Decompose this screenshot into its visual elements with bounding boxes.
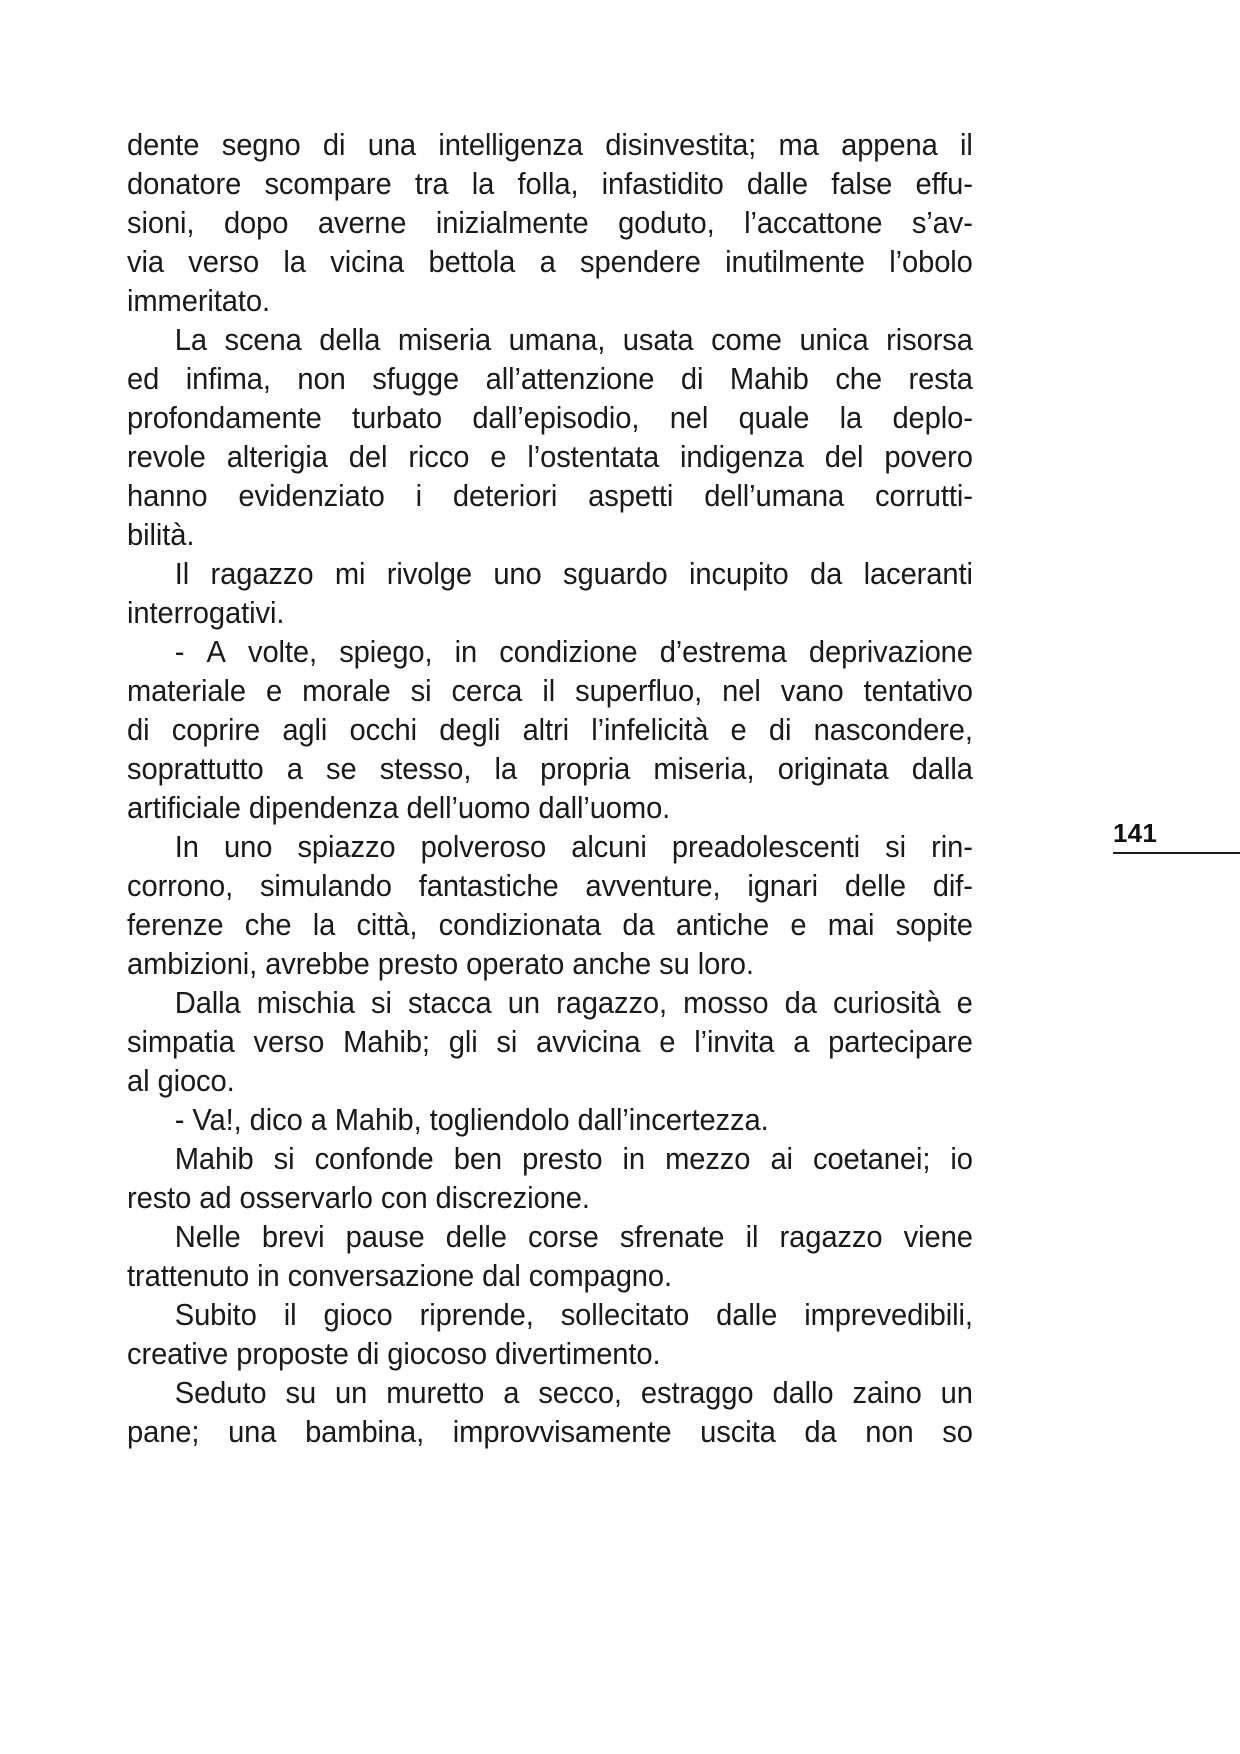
word: simulando <box>259 869 392 903</box>
paragraph <box>127 633 973 828</box>
paragraph <box>127 1101 973 1140</box>
word: tentativo <box>863 674 973 708</box>
word: da <box>622 908 655 942</box>
word: un <box>507 986 540 1020</box>
word: tra <box>414 167 449 201</box>
word: uscita <box>700 1415 776 1449</box>
word: della <box>319 323 381 357</box>
word: del <box>348 440 388 474</box>
word: polveroso <box>420 830 547 864</box>
word: so <box>942 1415 973 1449</box>
word: scompare <box>264 167 392 201</box>
text-line <box>127 1374 973 1413</box>
word: segno <box>221 128 301 162</box>
word: nel <box>669 401 709 435</box>
word: di <box>127 713 150 747</box>
word: incupito <box>689 557 789 591</box>
word: se <box>326 752 357 786</box>
word: in <box>622 1142 646 1176</box>
word: sguardo <box>563 557 668 591</box>
word: stacca <box>407 986 492 1020</box>
word: coetanei; <box>812 1142 931 1176</box>
word: deprivazione <box>808 635 973 669</box>
word: dif- <box>932 869 973 903</box>
word: originata <box>777 752 889 786</box>
word: hanno <box>127 479 208 513</box>
word: curiosità <box>832 986 941 1020</box>
paragraph <box>127 1218 973 1296</box>
word: Dalla <box>174 986 241 1020</box>
word: e <box>730 713 747 747</box>
word: folla, <box>517 167 579 201</box>
word: l’infelicità <box>591 713 709 747</box>
word: A <box>206 635 226 669</box>
text-line <box>127 828 973 867</box>
word: da <box>784 986 817 1020</box>
word: La <box>174 323 207 357</box>
word: usata <box>622 323 694 357</box>
word: nascondere, <box>813 713 973 747</box>
word: donatore <box>127 167 242 201</box>
text-line: - Va!, dico a Mahib, togliendolo dall’incertezza. <box>174 1103 769 1137</box>
word: unica <box>799 323 869 357</box>
word: estraggo <box>640 1376 754 1410</box>
word: evidenziato <box>238 479 385 513</box>
word: sollecitato <box>560 1298 690 1332</box>
word: sfrenate <box>619 1220 725 1254</box>
word: l’ostentata <box>527 440 660 474</box>
word: pane; <box>127 1415 200 1449</box>
word: corse <box>527 1220 599 1254</box>
word: verso <box>188 245 260 279</box>
word: e <box>265 674 283 708</box>
word: ragazzo, <box>556 986 668 1020</box>
word: cerca <box>451 674 523 708</box>
word: e <box>956 986 973 1020</box>
word: un <box>335 1376 368 1410</box>
word: la <box>283 245 306 279</box>
word: imprevedibili, <box>804 1298 973 1332</box>
word: delle <box>445 1220 507 1254</box>
word: confonde <box>314 1142 434 1176</box>
word: mischia <box>256 986 355 1020</box>
word: dalle <box>716 1298 778 1332</box>
word: e <box>490 440 507 474</box>
word: umana, <box>508 323 606 357</box>
text-line <box>127 360 973 399</box>
text-line <box>127 984 973 1023</box>
word: corrutti- <box>875 479 973 513</box>
word: una <box>367 128 417 162</box>
text-line: al gioco. <box>127 1064 235 1098</box>
word: una <box>228 1415 277 1449</box>
text-line <box>127 1413 973 1452</box>
word: intelligenza <box>438 128 583 162</box>
word: miseria <box>397 323 492 357</box>
text-line <box>127 204 973 243</box>
word: si <box>370 986 392 1020</box>
word: partecipare <box>828 1025 973 1059</box>
word: infastidito <box>601 167 724 201</box>
word: spendere <box>580 245 701 279</box>
body-text-column <box>127 126 973 1452</box>
text-line: immeritato. <box>127 284 270 318</box>
word: sopite <box>895 908 973 942</box>
word: secco, <box>538 1376 622 1410</box>
word: dopo <box>223 206 289 240</box>
word: deplo- <box>892 401 973 435</box>
word: ferenze <box>127 908 224 942</box>
word: superfluo, <box>575 674 703 708</box>
word: appena <box>841 128 938 162</box>
word: la <box>839 401 863 435</box>
word: rin- <box>931 830 973 864</box>
word: il <box>745 1220 759 1254</box>
text-line <box>127 165 973 204</box>
word: dalla <box>911 752 973 786</box>
paragraph <box>127 126 973 321</box>
word: scena <box>224 323 302 357</box>
word: gioco <box>323 1298 393 1332</box>
word: agli <box>282 713 328 747</box>
word: laceranti <box>863 557 973 591</box>
word: come <box>711 323 782 357</box>
word: a <box>503 1376 520 1410</box>
word: dall’episodio, <box>472 401 640 435</box>
word: un <box>940 1376 973 1410</box>
word: d’estrema <box>659 635 787 669</box>
word: città, <box>356 908 418 942</box>
word: i <box>415 479 423 513</box>
word: spiego, <box>339 635 433 669</box>
word: dell’umana <box>704 479 845 513</box>
word: sioni, <box>127 206 195 240</box>
word: uno <box>223 830 273 864</box>
word: di <box>680 362 704 396</box>
word: Mahib <box>729 362 809 396</box>
word: e <box>659 1025 676 1059</box>
text-line <box>127 126 973 165</box>
word: si <box>273 1142 295 1176</box>
word: condizione <box>499 635 638 669</box>
word: improvvisamente <box>452 1415 672 1449</box>
word: muretto <box>386 1376 485 1410</box>
word: degli <box>439 713 501 747</box>
word: averne <box>317 206 407 240</box>
word: gli <box>448 1025 478 1059</box>
word: propria <box>540 752 631 786</box>
word: Il <box>174 557 190 591</box>
word: riprende, <box>419 1298 534 1332</box>
word: inutilmente <box>725 245 865 279</box>
word: quale <box>738 401 810 435</box>
word: Mahib <box>174 1142 254 1176</box>
word: bettola <box>428 245 516 279</box>
text-line: resto ad osservarlo con discrezione. <box>127 1181 590 1215</box>
text-line: creative proposte di giocoso divertimento. <box>127 1337 661 1371</box>
word: In <box>174 830 199 864</box>
text-line <box>127 633 973 672</box>
text-line <box>127 555 973 594</box>
word: mai <box>827 908 875 942</box>
word: volte, <box>247 635 318 669</box>
word: coprire <box>171 713 261 747</box>
word: il <box>283 1298 297 1332</box>
word: avventure, <box>585 869 721 903</box>
word: zaino <box>852 1376 922 1410</box>
word: di <box>322 128 346 162</box>
word: profondamente <box>127 401 322 435</box>
word: la <box>312 908 336 942</box>
text-line <box>127 906 973 945</box>
word: inizialmente <box>435 206 589 240</box>
word: mezzo <box>665 1142 751 1176</box>
word: ragazzo <box>210 557 314 591</box>
word: s’av- <box>911 206 973 240</box>
paragraph <box>127 828 973 984</box>
word: si <box>496 1025 518 1059</box>
word: Mahib; <box>343 1025 430 1059</box>
word: in <box>454 635 478 669</box>
word: l’obolo <box>889 245 973 279</box>
word: bambina, <box>305 1415 425 1449</box>
word: altri <box>522 713 570 747</box>
word: pause <box>345 1220 425 1254</box>
word: si <box>410 674 432 708</box>
word: verso <box>253 1025 325 1059</box>
word: mi <box>334 557 366 591</box>
word: non <box>297 362 346 396</box>
word: miseria, <box>653 752 755 786</box>
word: fantastiche <box>418 869 559 903</box>
word: ma <box>778 128 819 162</box>
word: il <box>960 128 973 162</box>
word: aspetti <box>588 479 674 513</box>
paragraph <box>127 984 973 1101</box>
text-line: ambizioni, avrebbe presto operato anche su loro. <box>127 947 754 981</box>
text-line <box>127 438 973 477</box>
paragraph <box>127 1374 973 1452</box>
paragraph <box>127 1296 973 1374</box>
text-line <box>127 1140 973 1179</box>
text-line <box>127 399 973 438</box>
word: a <box>286 752 303 786</box>
word: soprattutto <box>127 752 264 786</box>
word: su <box>285 1376 317 1410</box>
word: ed <box>127 362 160 396</box>
word: ai <box>770 1142 793 1176</box>
word: ragazzo <box>779 1220 883 1254</box>
text-line <box>127 672 973 711</box>
word: alcuni <box>571 830 647 864</box>
text-line: interrogativi. <box>127 596 285 630</box>
word: Subito <box>174 1298 257 1332</box>
text-line <box>127 867 973 906</box>
word: e <box>790 908 807 942</box>
word: io <box>950 1142 973 1176</box>
word: false <box>831 167 893 201</box>
word: condizionata <box>438 908 602 942</box>
word: Nelle <box>174 1220 241 1254</box>
text-line <box>127 243 973 282</box>
word: la <box>494 752 518 786</box>
text-line <box>127 1218 973 1257</box>
word: disinvestita; <box>605 128 757 162</box>
word: la <box>471 167 495 201</box>
word: vicina <box>330 245 405 279</box>
word: resta <box>908 362 973 396</box>
word: dalle <box>746 167 809 201</box>
word: corrono, <box>127 869 234 903</box>
word: rivolge <box>386 557 472 591</box>
paragraph <box>127 555 973 633</box>
word: materiale <box>127 674 246 708</box>
word: si <box>885 830 906 864</box>
word: povero <box>884 440 973 474</box>
word: occhi <box>349 713 418 747</box>
word: l’accattone <box>744 206 883 240</box>
word: brevi <box>261 1220 325 1254</box>
word: via <box>127 245 164 279</box>
word: ignari <box>747 869 819 903</box>
word: alterigia <box>226 440 328 474</box>
word: dente <box>127 128 200 162</box>
word: goduto, <box>618 206 715 240</box>
word: infima, <box>185 362 271 396</box>
word: all’attenzione <box>485 362 655 396</box>
word: preadolescenti <box>671 830 861 864</box>
folio <box>1113 818 1240 854</box>
word: del <box>824 440 864 474</box>
word: che <box>244 908 292 942</box>
word: delle <box>844 869 906 903</box>
word: simpatia <box>127 1025 235 1059</box>
word: sfugge <box>372 362 460 396</box>
page-number: 141 <box>1113 818 1157 848</box>
word: a <box>539 245 556 279</box>
word: spiazzo <box>297 830 396 864</box>
text-line <box>127 477 973 516</box>
word: presto <box>522 1142 603 1176</box>
folio-rule <box>1113 852 1240 854</box>
word: dallo <box>772 1376 834 1410</box>
word: mosso <box>683 986 769 1020</box>
word: di <box>768 713 792 747</box>
text-line <box>127 321 973 360</box>
word: stesso, <box>379 752 472 786</box>
word: da <box>804 1415 837 1449</box>
word: a <box>793 1025 810 1059</box>
word: deteriori <box>452 479 558 513</box>
text-line <box>127 1023 973 1062</box>
word: viene <box>903 1220 973 1254</box>
word: ricco <box>408 440 470 474</box>
word: nel <box>722 674 761 708</box>
word: da <box>810 557 843 591</box>
word: turbato <box>352 401 443 435</box>
word: vano <box>780 674 844 708</box>
word: revole <box>127 440 206 474</box>
word: effu- <box>915 167 973 201</box>
word: non <box>865 1415 914 1449</box>
word: Seduto <box>174 1376 267 1410</box>
word: ben <box>453 1142 503 1176</box>
word: indigenza <box>680 440 804 474</box>
text-line <box>127 711 973 750</box>
word: morale <box>302 674 391 708</box>
word: risorsa <box>886 323 973 357</box>
text-line: trattenuto in conversazione dal compagno. <box>127 1259 673 1293</box>
text-line: artificiale dipendenza dell’uomo dall’uomo. <box>127 791 671 825</box>
text-line <box>127 750 973 789</box>
word: il <box>542 674 556 708</box>
word: avvicina <box>536 1025 641 1059</box>
text-line: bilità. <box>127 518 195 552</box>
word: che <box>835 362 883 396</box>
word: uno <box>493 557 542 591</box>
word: - <box>174 635 185 669</box>
word: l’invita <box>694 1025 775 1059</box>
paragraph <box>127 321 973 555</box>
paragraph <box>127 1140 973 1218</box>
text-line <box>127 1296 973 1335</box>
word: antiche <box>675 908 770 942</box>
